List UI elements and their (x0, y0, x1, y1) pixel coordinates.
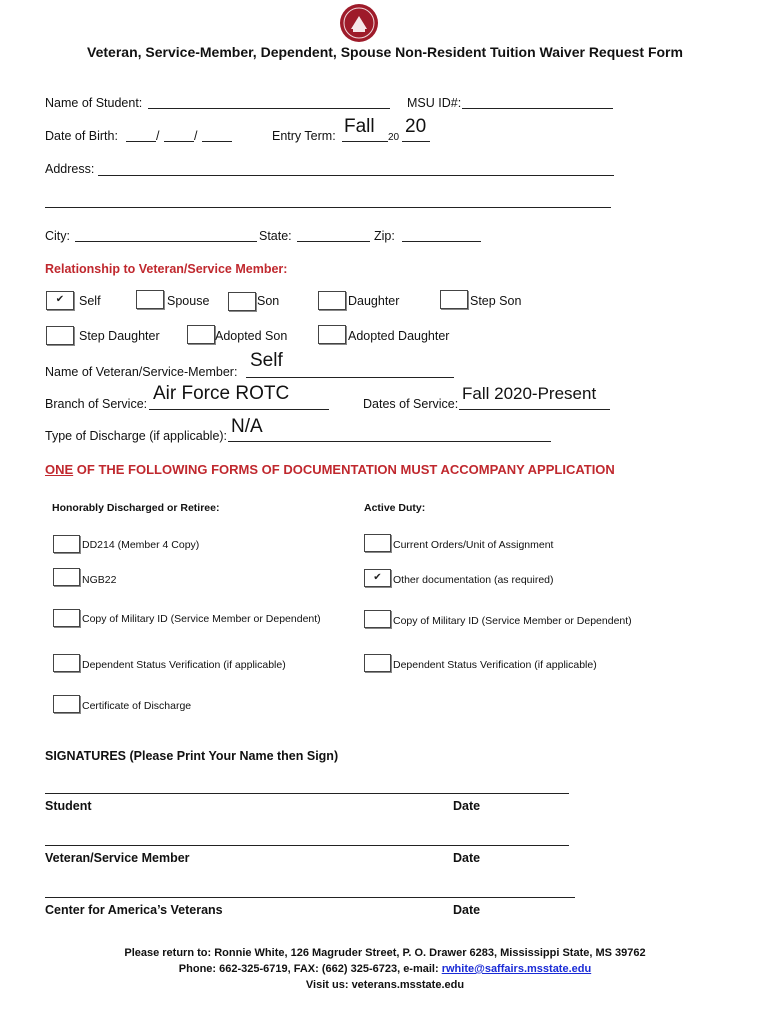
current-orders-checkbox[interactable] (364, 534, 391, 552)
footer-email-link[interactable]: rwhite@saffairs.msstate.edu (441, 963, 592, 975)
entry-year-prefix: 20 (388, 132, 400, 143)
msu-id-label: MSU ID#: (407, 96, 462, 110)
other-documentation-checkbox[interactable]: ✔ (364, 569, 391, 587)
dob-year-field[interactable] (202, 141, 232, 142)
relationship-spouse-checkbox[interactable] (136, 290, 164, 309)
relationship-step-son-checkbox[interactable] (440, 290, 468, 309)
address-field-line1[interactable] (98, 175, 614, 176)
documentation-heading-rest: OF THE FOLLOWING FORMS OF DOCUMENTATION MUST ACCOMPANY APPLICATION (73, 462, 615, 477)
footer-website: Visit us: veterans.msstate.edu (305, 979, 465, 991)
branch-value: Air Force ROTC (153, 383, 290, 404)
veteran-name-label: Name of Veteran/Service-Member: (45, 365, 238, 379)
discharge-value: N/A (231, 416, 263, 437)
dob-day-field[interactable] (164, 141, 194, 142)
dd214-checkbox[interactable] (53, 535, 80, 553)
relationship-daughter-checkbox[interactable] (318, 291, 346, 310)
footer-phone-fax: Phone: 662-325-6719, FAX: (662) 325-6723, e-mail: (178, 963, 442, 975)
military-id-right-label: Copy of Military ID (Service Member or Dependent) (393, 615, 632, 627)
military-id-left-label: Copy of Military ID (Service Member or Dependent) (82, 613, 321, 625)
certificate-of-discharge-label: Certificate of Discharge (82, 700, 192, 712)
relationship-son-checkbox[interactable] (228, 292, 256, 311)
dependent-status-right-label: Dependent Status Verification (if applicable) (393, 659, 597, 671)
zip-field[interactable] (402, 241, 481, 242)
university-seal-logo (338, 2, 380, 44)
dependent-status-left-label: Dependent Status Verification (if applicable) (82, 659, 286, 671)
relationship-daughter-label: Daughter (348, 294, 400, 308)
signatures-heading: SIGNATURES (Please Print Your Name then Sign) (45, 749, 339, 763)
ngb22-label: NGB22 (82, 574, 117, 586)
dates-label: Dates of Service: (363, 397, 459, 411)
footer-return-address: Please return to: Ronnie White, 126 Magruder Street, P. O. Drawer 6283, Mississippi State, MS 39762 (124, 947, 646, 959)
relationship-spouse-label: Spouse (167, 294, 210, 308)
veteran-name-value: Self (250, 350, 283, 371)
student-name-label: Name of Student: (45, 96, 143, 110)
address-label: Address: (45, 162, 95, 176)
documentation-heading-one: ONE (45, 462, 74, 477)
student-signature-label: Student (45, 799, 92, 813)
dependent-status-right-checkbox[interactable] (364, 654, 391, 672)
entry-year-value: 20 (405, 116, 427, 137)
relationship-self-label: Self (79, 294, 101, 308)
dob-label: Date of Birth: (45, 129, 118, 143)
entry-year-field[interactable] (402, 141, 430, 142)
msu-id-field[interactable] (462, 108, 613, 109)
entry-term-field[interactable] (342, 141, 388, 142)
entry-term-label: Entry Term: (272, 129, 336, 143)
form-title: Veteran, Service-Member, Dependent, Spouse Non-Resident Tuition Waiver Request Form (87, 44, 683, 60)
relationship-step-daughter-checkbox[interactable] (46, 326, 74, 345)
state-label: State: (259, 229, 292, 243)
veteran-name-field[interactable] (246, 377, 454, 378)
ngb22-checkbox[interactable] (53, 568, 80, 586)
entry-term-value: Fall (344, 116, 375, 137)
relationship-adopted-daughter-label: Adopted Daughter (348, 329, 450, 343)
footer-contact (0, 963, 770, 975)
dob-month-field[interactable] (126, 141, 156, 142)
current-orders-label: Current Orders/Unit of Assignment (393, 539, 554, 551)
relationship-adopted-son-checkbox[interactable] (187, 325, 215, 344)
discharge-label: Type of Discharge (if applicable): (45, 429, 228, 443)
student-signature-line[interactable] (45, 793, 569, 794)
center-signature-label: Center for America’s Veterans (45, 903, 223, 917)
dates-value: Fall 2020-Present (462, 384, 597, 403)
center-signature-line[interactable] (45, 897, 575, 898)
dd214-label: DD214 (Member 4 Copy) (82, 539, 200, 551)
other-documentation-label: Other documentation (as required) (393, 574, 554, 586)
city-field[interactable] (75, 241, 257, 242)
branch-field[interactable] (149, 409, 329, 410)
relationship-heading: Relationship to Veteran/Service Member: (45, 262, 288, 276)
retiree-heading: Honorably Discharged or Retiree: (52, 502, 220, 514)
relationship-adopted-daughter-checkbox[interactable] (318, 325, 346, 344)
zip-label: Zip: (374, 229, 395, 243)
military-id-right-checkbox[interactable] (364, 610, 391, 628)
student-date-label: Date (453, 799, 481, 813)
veteran-date-label: Date (453, 851, 481, 865)
address-field-line2[interactable] (45, 207, 611, 208)
relationship-step-daughter-label: Step Daughter (79, 329, 160, 343)
veteran-signature-line[interactable] (45, 845, 569, 846)
active-duty-heading: Active Duty: (364, 502, 426, 514)
veteran-signature-label: Veteran/Service Member (45, 851, 190, 865)
certificate-of-discharge-checkbox[interactable] (53, 695, 80, 713)
dependent-status-left-checkbox[interactable] (53, 654, 80, 672)
military-id-left-checkbox[interactable] (53, 609, 80, 627)
city-label: City: (45, 229, 70, 243)
dob-sep-1: / (156, 129, 160, 143)
relationship-adopted-son-label: Adopted Son (215, 329, 288, 343)
center-date-label: Date (453, 903, 481, 917)
discharge-field[interactable] (228, 441, 551, 442)
dates-field[interactable] (459, 409, 610, 410)
relationship-son-label: Son (257, 294, 280, 308)
student-name-field[interactable] (148, 108, 390, 109)
dob-sep-2: / (194, 129, 198, 143)
state-field[interactable] (297, 241, 370, 242)
documentation-heading (45, 462, 615, 477)
relationship-step-son-label: Step Son (470, 294, 522, 308)
branch-label: Branch of Service: (45, 397, 148, 411)
relationship-self-checkbox[interactable]: ✔ (46, 291, 74, 310)
